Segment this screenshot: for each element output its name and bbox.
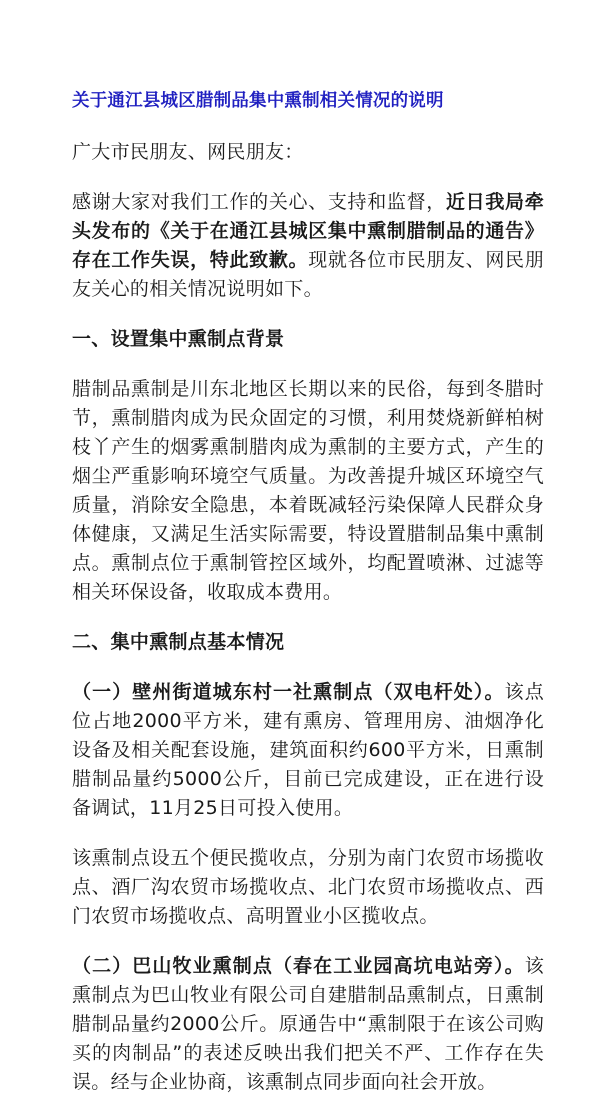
point-one-title: （一）壁州街道城东村一社熏制点（双电杆处）。 (72, 681, 505, 703)
background-paragraph: 腊制品熏制是川东北地区长期以来的民俗，每到冬腊时节，熏制腊肉成为民众固定的习惯，利用焚烧新鲜柏树枝丫产生的烟雾熏制腊肉成为熏制的主要方式，产生的烟尘严重影响环境空气质量。为改善提升城区环境空气质量，消除安全隐患，本着既减轻污染保障人民群众身体健康，又满足生活实际需要，特设置腊制品集中熏制点。熏制点位于熏制管控区域外，均配置喷淋、过滤等相关环保设备，收取成本费用。 (72, 378, 544, 603)
salutation: 广大市民朋友、网民朋友： (72, 141, 304, 163)
collection-points-paragraph: 该熏制点设五个便民揽收点，分别为南门农贸市场揽收点、酒厂沟农贸市场揽收点、北门农贸市场揽收点、西门农贸市场揽收点、高明置业小区揽收点。 (72, 847, 544, 927)
intro-normal-text: 感谢大家对我们工作的关心、支持和监督， (72, 191, 446, 213)
point-two-title: （二）巴山牧业熏制点（春在工业园高坑电站旁）。 (72, 955, 525, 977)
point-one-paragraph (72, 678, 544, 823)
section-heading-background: 一、设置集中熏制点背景 (72, 328, 285, 350)
point-two-text: 该熏制点为巴山牧业有限公司自建腊制品熏制点，日熏制腊制品量约2000公斤。原通告中“熏制限于在该公司购买的肉制品”的表述反映出我们把关不严、工作存在失误。经与企业协商，该熏制点同步面向社会开放。 (72, 955, 544, 1093)
intro-paragraph (72, 188, 544, 304)
point-one-text: 该点位占地2000平方米，建有熏房、管理用房、油烟净化设备及相关配套设施，建筑面积约600平方米，日熏制腊制品量约5000公斤，目前已完成建设，正在进行设备调试，11月25日可投入使用。 (72, 681, 544, 819)
article-title: 关于通江县城区腊制品集中熏制相关情况的说明 (72, 91, 444, 111)
intro-apology-text: 近日我局牵头发布的《关于在通江县城区集中熏制腊制品的通告》存在工作失误，特此致歉。 (72, 191, 544, 271)
intro-tail-text: 现就各位市民朋友、网民朋友关心的相关情况说明如下。 (72, 249, 544, 300)
section-heading-basic-info: 二、集中熏制点基本情况 (72, 631, 285, 653)
